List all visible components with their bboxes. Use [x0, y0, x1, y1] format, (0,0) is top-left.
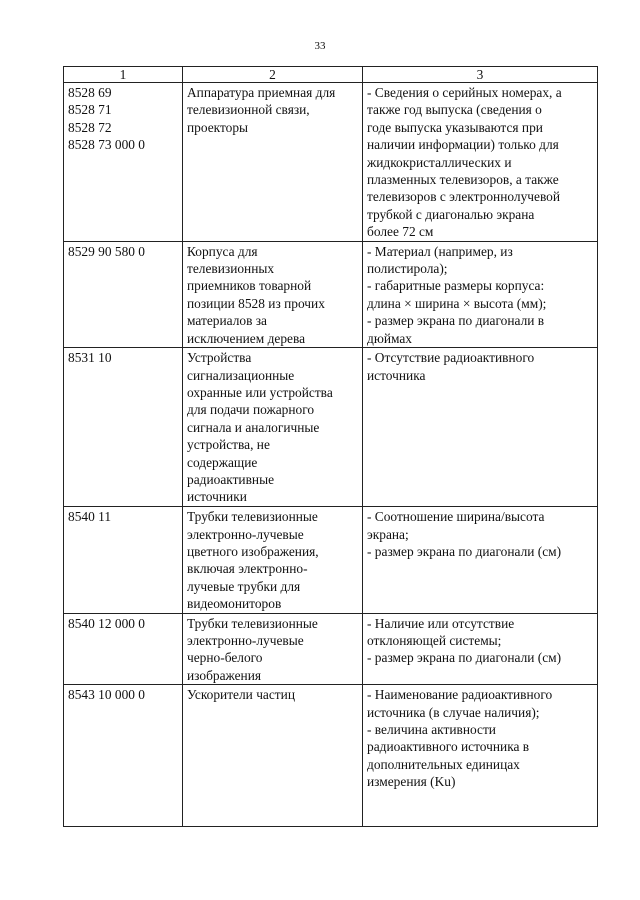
description-line: радиоактивные: [187, 471, 275, 487]
description-line: исключением дерева: [187, 330, 306, 346]
description-line: цветного изображения,: [187, 543, 319, 559]
code-cell: [64, 83, 183, 242]
info-line: длина × ширина × высота (мм);: [367, 295, 547, 311]
column-header-1: 1: [64, 67, 183, 83]
info-cell: [363, 613, 598, 685]
description-line: охранные или устройства: [187, 384, 333, 400]
info-line: - Отсутствие радиоактивного: [367, 350, 535, 366]
info-line: измерения (Ku): [367, 774, 456, 790]
table-row: [64, 685, 598, 827]
description-line: Аппаратура приемная для: [187, 85, 336, 100]
description-line: проекторы: [187, 119, 249, 135]
info-line: экрана;: [367, 526, 409, 542]
page-number: 33: [314, 40, 326, 52]
info-line: трубкой с диагональю экрана: [367, 206, 535, 222]
description-line: Корпуса для: [187, 243, 258, 259]
description-line: электронно-лучевые: [187, 632, 304, 648]
table-row: [64, 348, 598, 507]
description-cell: [183, 685, 363, 827]
table-row: [64, 613, 598, 685]
code-line: 8528 69: [68, 85, 112, 100]
info-line: жидкокристаллических и: [367, 154, 512, 170]
info-line: наличии информации) только для: [367, 137, 559, 153]
info-line: источника (в случае наличия);: [367, 704, 540, 720]
info-line: полистирола);: [367, 261, 448, 277]
description-line: телевизионных: [187, 261, 275, 277]
description-line: сигнала и аналогичные: [187, 419, 320, 435]
info-line: дополнительных единицах: [367, 756, 520, 772]
description-line: Устройства: [187, 350, 252, 366]
code-line: 8528 73 000 0: [68, 137, 145, 153]
code-line: 8531 10: [68, 350, 112, 366]
code-line: 8528 71: [68, 102, 112, 118]
description-cell: [183, 241, 363, 347]
description-line: для подачи пожарного: [187, 402, 315, 418]
code-line: 8540 12 000 0: [68, 615, 145, 631]
description-line: устройства, не: [187, 437, 270, 453]
info-cell: [363, 241, 598, 347]
info-line: более 72 см: [367, 224, 434, 240]
table-row: [64, 241, 598, 347]
table-header-row: [64, 67, 598, 83]
description-line: содержащие: [187, 454, 258, 470]
info-line: отклоняющей системы;: [367, 632, 502, 648]
description-cell: [183, 613, 363, 685]
info-line: телевизоров с электроннолучевой: [367, 189, 561, 205]
description-line: лучевые трубки для: [187, 578, 301, 594]
table-row: [64, 507, 598, 613]
code-cell: [64, 613, 183, 685]
code-cell: [64, 507, 183, 613]
description-line: изображения: [187, 667, 262, 683]
description-line: Трубки телевизионные: [187, 509, 318, 525]
description-line: Ускорители частиц: [187, 687, 295, 703]
description-cell: [183, 83, 363, 242]
info-cell: [363, 83, 598, 242]
description-line: черно-белого: [187, 650, 263, 666]
description-line: телевизионной связи,: [187, 102, 310, 118]
info-line: - габаритные размеры корпуса:: [367, 278, 545, 294]
code-cell: [64, 348, 183, 507]
description-line: электронно-лучевые: [187, 526, 304, 542]
info-line: радиоактивного источника в: [367, 739, 530, 755]
info-line: также год выпуска (сведения о: [367, 102, 542, 118]
table-row: [64, 83, 598, 242]
description-line: сигнализационные: [187, 367, 295, 383]
info-cell: [363, 507, 598, 613]
codes-table: [63, 66, 598, 827]
description-line: видеомониторов: [187, 596, 282, 612]
info-line: - Сведения о серийных номерах, а: [367, 85, 562, 100]
code-line: 8543 10 000 0: [68, 687, 145, 703]
code-line: 8540 11: [68, 509, 112, 525]
description-line: материалов за: [187, 313, 267, 329]
info-line: источника: [367, 367, 426, 383]
info-cell: [363, 348, 598, 507]
info-line: - размер экрана по диагонали в: [367, 313, 545, 329]
description-line: источники: [187, 489, 247, 505]
info-line: - размер экрана по диагонали (см): [367, 543, 562, 559]
code-line: 8528 72: [68, 119, 112, 135]
info-line: плазменных телевизоров, а также: [367, 172, 559, 188]
description-cell: [183, 507, 363, 613]
code-line: 8529 90 580 0: [68, 243, 145, 259]
info-line: - Материал (например, из: [367, 243, 513, 259]
info-line: дюймах: [367, 330, 413, 346]
description-line: позиции 8528 из прочих: [187, 295, 325, 311]
description-cell: [183, 348, 363, 507]
code-cell: [64, 685, 183, 827]
description-line: включая электронно-: [187, 561, 308, 577]
info-line: - Соотношение ширина/высота: [367, 509, 545, 525]
column-header-2: 2: [183, 67, 363, 83]
column-header-3: 3: [363, 67, 598, 83]
description-line: приемников товарной: [187, 278, 312, 294]
info-line: годе выпуска указываются при: [367, 119, 543, 135]
description-line: Трубки телевизионные: [187, 615, 318, 631]
info-line: - Наличие или отсутствие: [367, 615, 515, 631]
info-line: - величина активности: [367, 721, 496, 737]
code-cell: [64, 241, 183, 347]
info-cell: [363, 685, 598, 827]
info-line: - Наименование радиоактивного: [367, 687, 553, 703]
info-line: - размер экрана по диагонали (см): [367, 650, 562, 666]
